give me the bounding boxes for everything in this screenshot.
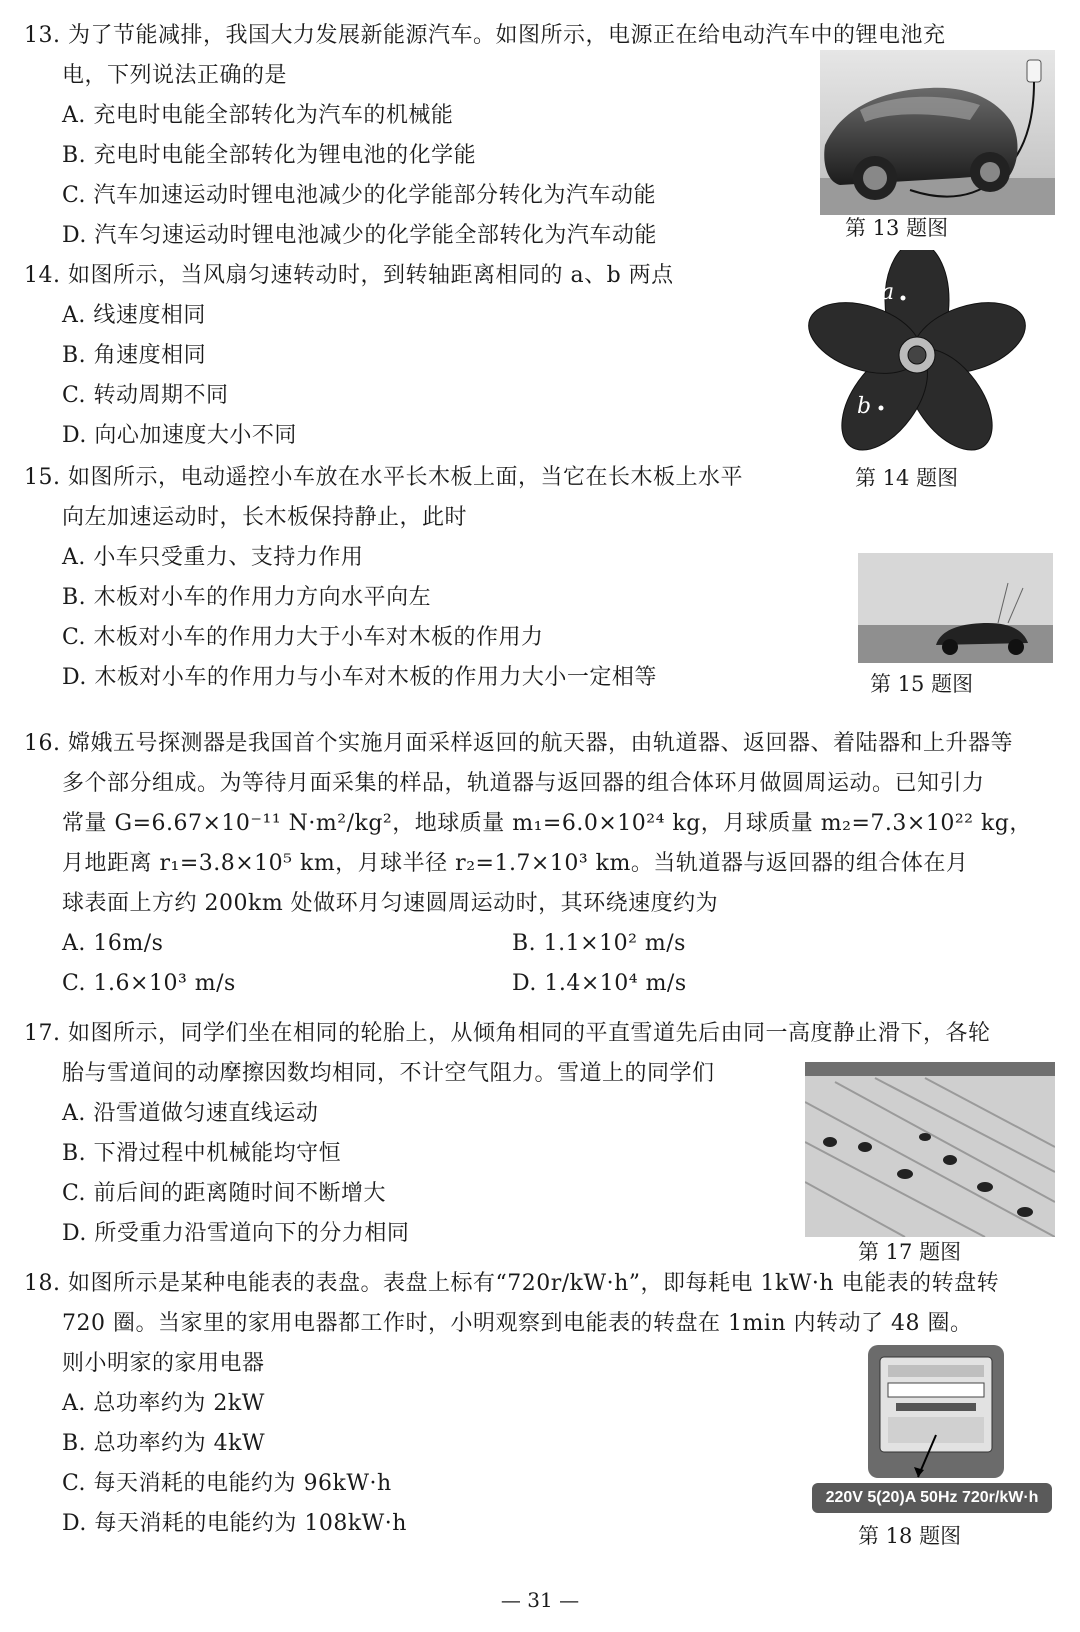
q17-option-a: A. 沿雪道做匀速直线运动 (62, 1101, 319, 1126)
q17-figure-caption: 第 17 题图 (858, 1240, 962, 1264)
q18-option-a: A. 总功率约为 2kW (62, 1391, 265, 1416)
q13-option-a: A. 充电时电能全部转化为汽车的机械能 (62, 103, 454, 128)
q18-option-c: C. 每天消耗的电能约为 96kW·h (62, 1471, 392, 1496)
q18-figure-caption: 第 18 题图 (858, 1524, 962, 1548)
q16-option-b: B. 1.1×10² m/s (512, 931, 686, 956)
q13-option-d: D. 汽车匀速运动时锂电池减少的化学能全部转化为汽车动能 (62, 223, 657, 248)
q16-stem-line3: 常量 G=6.67×10⁻¹¹ N·m²/kg²，地球质量 m₁=6.0×10²⁴ kg，月球质量 m₂=7.3×10²² kg， (62, 811, 1032, 836)
q18-stem-line2: 720 圈。当家里的家用电器都工作时，小明观察到电能表的转盘在 1min 内转动了 48 圈。 (62, 1311, 973, 1336)
q16-stem-line4: 月地距离 r₁=3.8×10⁵ km，月球半径 r₂=1.7×10³ km。当轨道器与返回器的组合体在月 (62, 851, 969, 876)
q15-stem-line2: 向左加速运动时，长木板保持静止，此时 (62, 505, 468, 530)
q15-option-d: D. 木板对小车的作用力与小车对木板的作用力大小一定相等 (62, 665, 657, 690)
q18-stem-line1: 18. 如图所示是某种电能表的表盘。表盘上标有“720r/kW·h”，即每耗电 1kW·h 电能表的转盘转 (24, 1271, 1000, 1296)
q15-option-a: A. 小车只受重力、支持力作用 (62, 545, 364, 570)
q16-option-a: A. 16m/s (62, 931, 164, 956)
q17-option-b: B. 下滑过程中机械能均守恒 (62, 1141, 342, 1166)
q16-option-d: D. 1.4×10⁴ m/s (512, 971, 687, 996)
q17-stem-line1: 17. 如图所示，同学们坐在相同的轮胎上，从倾角相同的平直雪道先后由同一高度静止滑下，各轮 (24, 1021, 991, 1046)
q15-rc-car-photo (858, 553, 1053, 663)
q18-option-b: B. 总功率约为 4kW (62, 1431, 266, 1456)
q13-stem-line1: 13. 为了节能减排，我国大力发展新能源汽车。如图所示，电源正在给电动汽车中的锂电池充 (24, 23, 946, 48)
q17-option-c: C. 前后间的距离随时间不断增大 (62, 1181, 387, 1206)
q14-option-a: A. 线速度相同 (62, 303, 206, 328)
q13-option-c: C. 汽车加速运动时锂电池减少的化学能部分转化为汽车动能 (62, 183, 657, 208)
meter-rating-label: 220V 5(20)A 50Hz 720r/kW·h (812, 1483, 1052, 1513)
q18-option-d: D. 每天消耗的电能约为 108kW·h (62, 1511, 407, 1536)
q15-stem-line1: 15. 如图所示，电动遥控小车放在水平长木板上面，当它在长木板上水平 (24, 465, 743, 490)
q14-option-d: D. 向心加速度大小不同 (62, 423, 297, 448)
q16-stem-line1: 16. 嫦娥五号探测器是我国首个实施月面采样返回的航天器，由轨道器、返回器、着陆器和上升器等 (24, 731, 1013, 756)
q15-option-b: B. 木板对小车的作用力方向水平向左 (62, 585, 432, 610)
q15-option-c: C. 木板对小车的作用力大于小车对木板的作用力 (62, 625, 544, 650)
q18-stem-line3: 则小明家的家用电器 (62, 1351, 265, 1376)
q14-stem-line1: 14. 如图所示，当风扇匀速转动时，到转轴距离相同的 a、b 两点 (24, 263, 674, 288)
q17-snow-slide-photo (805, 1062, 1055, 1237)
q17-option-d: D. 所受重力沿雪道向下的分力相同 (62, 1221, 410, 1246)
q16-stem-line2: 多个部分组成。为等待月面采集的样品，轨道器与返回器的组合体环月做圆周运动。已知引力 (62, 771, 985, 796)
q14-option-c: C. 转动周期不同 (62, 383, 229, 408)
q15-figure-caption: 第 15 题图 (870, 672, 974, 696)
q16-stem-line5: 球表面上方约 200km 处做环月匀速圆周运动时，其环绕速度约为 (62, 891, 719, 916)
q14-figure-caption: 第 14 题图 (855, 466, 959, 490)
q17-stem-line2: 胎与雪道间的动摩擦因数均相同，不计空气阻力。雪道上的同学们 (62, 1061, 715, 1086)
q16-option-c: C. 1.6×10³ m/s (62, 971, 236, 996)
q14-fan-figure (805, 250, 1035, 455)
q13-figure-caption: 第 13 题图 (845, 216, 949, 240)
q13-stem-line2: 电，下列说法正确的是 (62, 63, 288, 88)
q18-energy-meter-photo (866, 1343, 1006, 1480)
q13-electric-car-photo (820, 50, 1055, 215)
point-a-label: a (881, 280, 895, 305)
page-number: — 31 — (500, 1588, 580, 1612)
q14-option-b: B. 角速度相同 (62, 343, 207, 368)
point-b-label: b (857, 394, 872, 419)
q13-option-b: B. 充电时电能全部转化为锂电池的化学能 (62, 143, 477, 168)
